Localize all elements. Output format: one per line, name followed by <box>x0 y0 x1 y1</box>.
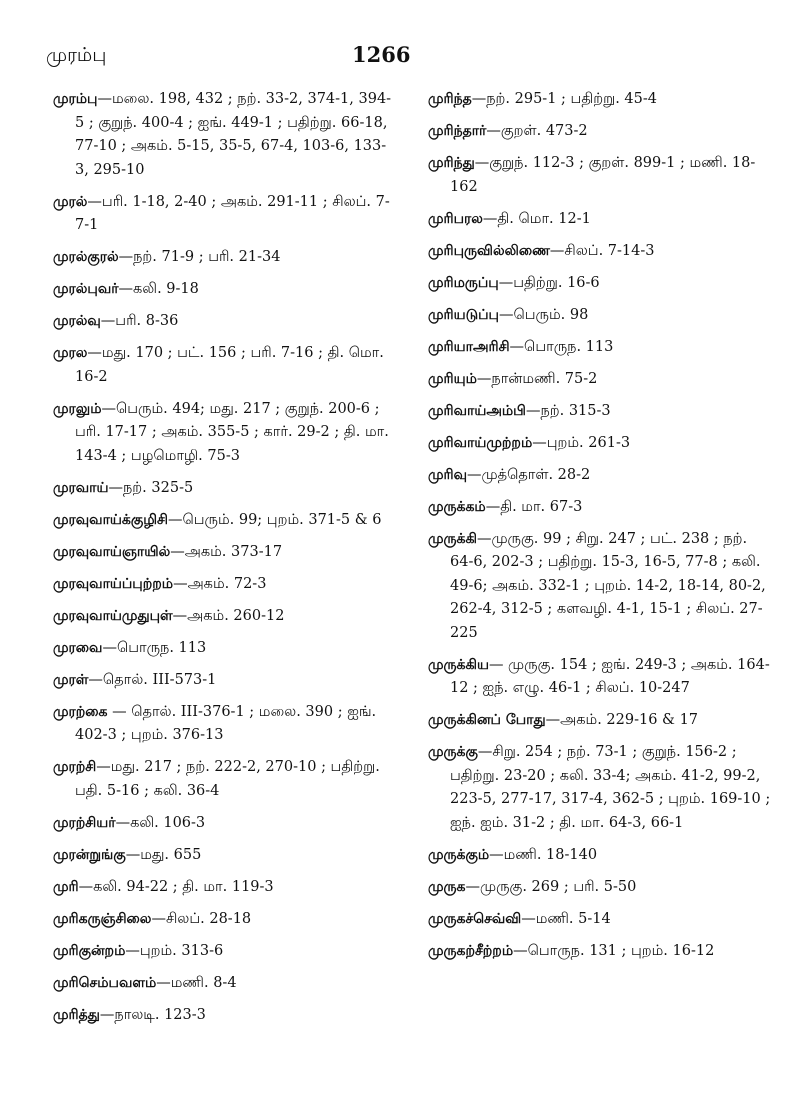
index-entry <box>53 756 398 803</box>
index-entry <box>53 509 398 533</box>
index-references: —பெரும். 98 <box>498 306 589 323</box>
index-references: —சிறு. 254 ; நற். 73-1 ; குறுந். 156-2 ; பதிற்று. 23-20 ; கலி. 33-4; அகம். 41-2, 99-2, 223-5, 277-17, 317-4, 362-5 ; புறம். 169-10 ; ஐந். ஐம். 31-2 ; தி. மா. 64-3, 66-1 <box>450 744 771 831</box>
index-references: —பொருந. 113 <box>102 639 207 656</box>
index-headword: முரிமருப்பு <box>428 274 499 291</box>
index-entry <box>53 972 398 996</box>
index-entry <box>53 278 398 302</box>
index-entry <box>53 940 398 964</box>
index-references: —நற். 295-1 ; பதிற்று. 45-4 <box>471 91 657 107</box>
index-entry <box>428 208 773 232</box>
index-entry <box>428 496 773 520</box>
index-entry <box>428 304 773 328</box>
index-references: —பெரும். 99; புறம். 371-5 & 6 <box>167 511 382 528</box>
index-entry <box>428 336 773 360</box>
index-references: —நற். 315-3 <box>525 402 611 419</box>
index-references: —பெரும். 494; மது. 217 ; குறுந். 200-6 ; பரி. 17-17 ; அகம். 355-5 ; கார். 29-2 ; தி. மா. 143-4 ; பழமொழி. 75-3 <box>75 400 389 464</box>
index-headword: முரிந்த <box>428 91 472 107</box>
index-entry <box>53 88 398 182</box>
index-entry <box>428 741 773 835</box>
index-entry <box>428 432 773 456</box>
index-headword: முரற்சியர் <box>53 814 116 831</box>
index-entry <box>428 120 773 144</box>
index-entry <box>428 464 773 488</box>
index-references: —மது. 655 <box>125 846 202 863</box>
index-headword: முரள் <box>53 671 89 688</box>
index-headword: முருக்கம் <box>428 498 486 515</box>
index-references: —பரி. 8-36 <box>100 313 179 329</box>
index-headword: முரவுவாய்க்குழிசி <box>53 511 168 528</box>
index-references: —நாலடி. 123-3 <box>99 1006 206 1023</box>
index-headword: முரவுவாய்ப்புற்றம் <box>53 575 174 592</box>
index-headword: முருக <box>428 878 466 895</box>
index-entry <box>53 191 398 238</box>
index-references: —பொருந. 131 ; புறம். 16-12 <box>513 942 715 959</box>
index-headword: முருக்கி <box>428 530 477 547</box>
index-references: —முருகு. 99 ; சிறு. 247 ; பட். 238 ; நற். 64-6, 202-3 ; பதிற்று. 15-3, 16-5, 77-8 ; கலி. 49-6; அகம். 332-1 ; புறம். 14-2, 18-14, 80-2, 262-4, 312-5 ; களவழி. 4-1, 15-1 ; சிலப். 27-225 <box>450 530 766 641</box>
index-references: —அகம். 229-16 & 17 <box>545 712 699 728</box>
index-references: —பரி. 1-18, 2-40 ; அகம். 291-11 ; சிலப். 7-7-1 <box>75 193 390 233</box>
index-references: —கலி. 106-3 <box>115 814 206 831</box>
index-entry <box>428 240 773 264</box>
index-references: —மணி. 8-4 <box>156 974 237 991</box>
index-entry <box>53 701 398 748</box>
index-references: — தொல். III-376-1 ; மலை. 390 ; ஐங். 402-3 ; புறம். 376-13 <box>75 703 377 743</box>
index-entry <box>53 398 398 469</box>
index-headword: முரிவாய்அம்பி <box>428 402 526 419</box>
index-entry <box>53 310 398 334</box>
index-entry <box>428 368 773 392</box>
index-headword: முரவுவாய்முதுபுள் <box>53 607 173 624</box>
index-references: —நற். 71-9 ; பரி. 21-34 <box>118 249 281 265</box>
index-headword: முரிந்தார் <box>428 123 487 139</box>
index-entry <box>53 342 398 389</box>
index-references: —நற். 325-5 <box>108 479 194 496</box>
index-references: —தி. மொ. 12-1 <box>482 210 591 227</box>
index-references: —மது. 170 ; பட். 156 ; பரி. 7-16 ; தி. மொ. 16-2 <box>75 345 384 385</box>
index-column-right <box>428 88 773 972</box>
index-headword: முரி <box>53 878 79 895</box>
index-entry <box>428 152 773 199</box>
index-headword: முரவாய் <box>53 479 109 496</box>
index-references: —பொருந. 113 <box>509 338 614 355</box>
index-references: —கலி. 94-22 ; தி. மா. 119-3 <box>78 878 274 895</box>
index-references: — முருகு. 154 ; ஐங். 249-3 ; அகம். 164-12 ; ஐந். எழு. 46-1 ; சிலப். 10-247 <box>450 656 770 696</box>
index-references: —தி. மா. 67-3 <box>485 498 583 515</box>
page-number: 1266 <box>352 42 411 67</box>
index-headword: முரிகுன்றம் <box>53 942 126 959</box>
index-headword: முரியும் <box>428 370 477 387</box>
index-headword: முரற்கை <box>53 703 108 720</box>
index-entry <box>53 812 398 836</box>
index-entry <box>53 669 398 693</box>
index-headword: முருக்கிய <box>428 656 489 673</box>
index-headword: முருகற்சீற்றம் <box>428 942 514 959</box>
index-references: —அகம். 72-3 <box>173 575 267 592</box>
index-headword: முரிவு <box>428 466 468 483</box>
index-references: —புறம். 313-6 <box>125 942 224 959</box>
index-entry <box>53 541 398 565</box>
index-entry <box>53 246 398 270</box>
index-entry <box>428 400 773 424</box>
index-headword: முரல்குரல் <box>53 249 119 265</box>
index-references: —முருகு. 269 ; பரி. 5-50 <box>465 878 637 895</box>
index-entry <box>428 844 773 868</box>
index-entry <box>53 637 398 661</box>
index-references: —அகம். 260-12 <box>172 607 285 624</box>
index-references: —பதிற்று. 16-6 <box>498 274 600 291</box>
index-headword: முருக்கும் <box>428 846 490 863</box>
index-entry <box>428 88 773 112</box>
index-references: —புறம். 261-3 <box>532 434 631 451</box>
index-headword: முரிபரல <box>428 210 483 227</box>
index-headword: முரிசெம்பவளம் <box>53 974 157 991</box>
index-references: —கலி. 9-18 <box>118 281 199 297</box>
index-entry <box>53 477 398 501</box>
page-header <box>0 0 800 90</box>
index-entry <box>53 573 398 597</box>
index-entry <box>53 1004 398 1028</box>
index-entry <box>428 654 773 701</box>
index-references: —மணி. 5-14 <box>521 910 611 927</box>
index-headword: முரிபுருவில்லிணை <box>428 242 550 259</box>
index-headword: முரவுவாய்ஞாயில் <box>53 543 171 560</box>
index-references: —குறுந். 112-3 ; குறள். 899-1 ; மணி. 18-162 <box>450 155 756 195</box>
index-headword: முரலும் <box>53 400 102 417</box>
index-headword: முருக்கினப் போது <box>428 712 546 728</box>
index-references: —நான்மணி. 75-2 <box>476 370 598 387</box>
index-entry <box>53 844 398 868</box>
index-headword: முரல <box>53 345 88 361</box>
index-headword: முரிவாய்முற்றம் <box>428 434 533 451</box>
index-entry <box>428 709 773 733</box>
index-headword: முரித்து <box>53 1006 100 1023</box>
index-headword: முரவை <box>53 639 103 656</box>
index-headword: முரல்புவர் <box>53 281 119 297</box>
index-references: —மலை. 198, 432 ; நற். 33-2, 374-1, 394-5 ; குறுந். 400-4 ; ஐங். 449-1 ; பதிற்று. 66-18, 77-10 ; அகம். 5-15, 35-5, 67-4, 103-6, 133-3, 295-10 <box>75 91 392 178</box>
index-headword: முரியாஅரிசி <box>428 338 510 355</box>
index-entry <box>428 940 773 964</box>
index-headword: முரிகருஞ்சிலை <box>53 910 152 927</box>
index-references: —தொல். III-573-1 <box>88 671 217 688</box>
index-entry <box>428 876 773 900</box>
index-headword: முரம்பு <box>53 91 98 107</box>
index-headword: முரல் <box>53 193 88 210</box>
index-headword: முரிந்து <box>428 155 475 171</box>
index-entry <box>53 876 398 900</box>
index-headword: முருகச்செவ்வி <box>428 910 522 927</box>
index-references: —குறள். 473-2 <box>486 123 588 139</box>
index-headword: முருக்கு <box>428 744 478 760</box>
index-entry <box>428 528 773 646</box>
index-headword: முரியடுப்பு <box>428 306 499 323</box>
index-references: —மது. 217 ; நற். 222-2, 270-10 ; பதிற்று. பதி. 5-16 ; கலி. 36-4 <box>75 759 380 799</box>
index-entry <box>53 908 398 932</box>
index-references: —சிலப். 7-14-3 <box>549 242 655 259</box>
index-entry <box>53 605 398 629</box>
index-references: —அகம். 373-17 <box>170 543 283 560</box>
index-references: —மணி. 18-140 <box>489 846 598 863</box>
index-entry <box>428 272 773 296</box>
index-headword: முரன்றுங்கு <box>53 846 126 863</box>
running-head: முரம்பு <box>46 44 107 66</box>
index-references: —சிலப். 28-18 <box>151 910 252 927</box>
index-references: —முத்தொள். 28-2 <box>467 466 591 483</box>
index-entry <box>428 908 773 932</box>
index-headword: முரல்வு <box>53 313 101 329</box>
index-headword: முரற்சி <box>53 759 97 775</box>
index-column-left <box>53 88 398 1036</box>
